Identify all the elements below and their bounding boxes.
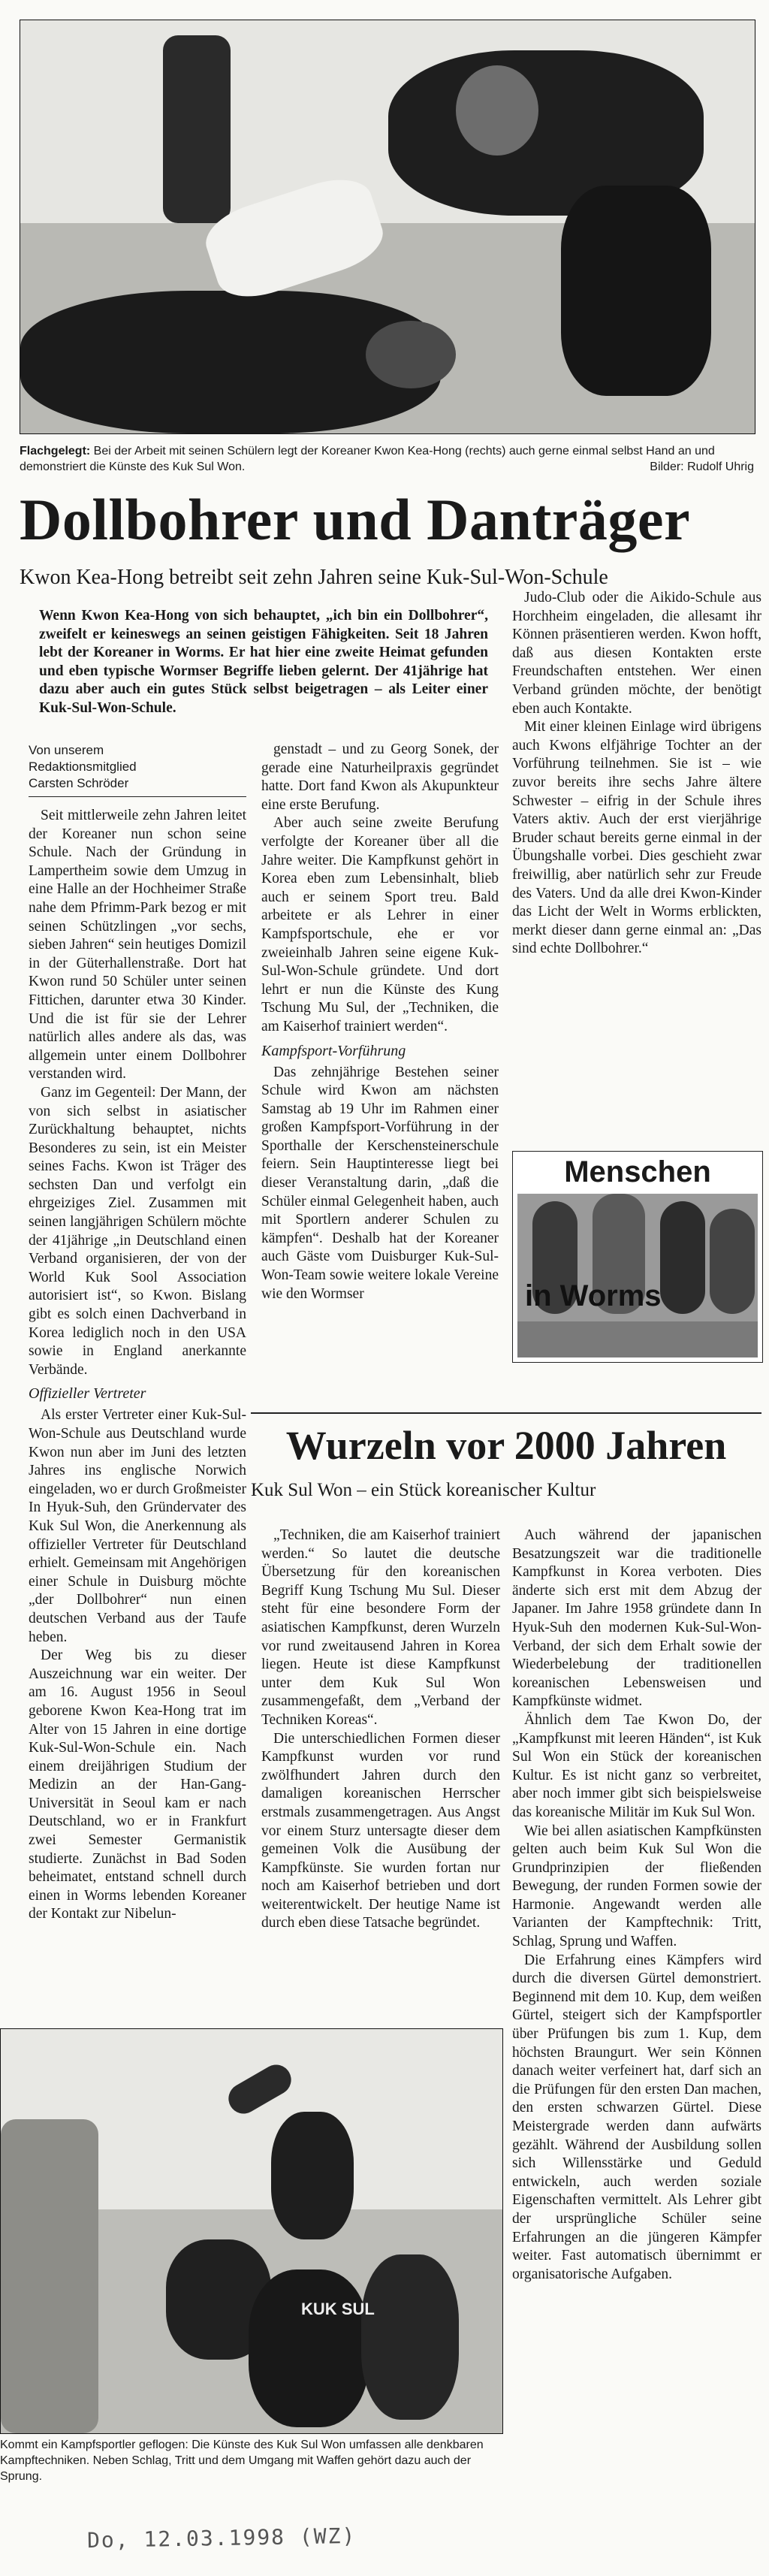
col3-paragraph-2: Mit einer kleinen Einlage wird übrigens auch Kwons elfjährige Tochter an der Vorführung teilnehmen. Sie ist – wie zuvor bereits ihre sechs Jahre ältere Schwester – eifrig in der Schule ihres Vaters aktiv. Auch der erst vierjährige Bruder schaut bereits gerne einmal in der Übungshalle vorbei. Dies geschieht zwar freiwillig, aber natürlich sehr zur Freude des Vaters. Und da alle drei Kwon-Kinder das Licht der Welt in Worms erblickten, merkt dieser dann gerne einmal an: „Das sind echte Dollbohrer.“ — [512, 719, 761, 957]
menschen-title: Menschen — [564, 1155, 711, 1188]
infobox-col-b-paragraph-4: Die Erfahrung eines Kämpfers wird durch die diversen Gürtel demonstriert. Beginnend mit dem 10. Kup, dem weißen Gürtel, steigert sich der Kampfsportler über Prüfungen bis zum 1. Kup, dem höchsten Braungurt. Wer sein Können danach weiter verfeinert hat, darf sich an die Prüfungen für den ersten Dan machen, den ersten schwarzen Gürtel. Diese Meistergrade werden dann aufwärts gezählt. Während der Ausbildung sollen sich Willensstärke und Geduld entwickeln, auch werden soziale Eigenschaften vermittelt. Als Lehrer gibt der ursprüngliche Schüler seine Erfahrungen an die jüngeren Kämpfer weiter. Fast automatisch übernimmt er organisatorische Aufgaben. — [512, 1952, 761, 2282]
infobox-col-b-paragraph-1: Auch während der japanischen Besatzungszeit war die traditionelle Kampfkunst in Korea verboten. Dies änderte sich erst mit dem Abzug der Japaner. Im Jahre 1958 gründete dann In Hyuk-Suh den modernen Kuk-Sul-Won-Verband, der sich dem Erhalt sowie der Wiederbelebung der traditionellen koreanischen Lebensweisen und Kampfkünste widmet. — [512, 1527, 761, 1710]
infobox-column-a — [261, 1527, 500, 1992]
col1-paragraph-4: Der Weg bis zu dieser Auszeichnung war ein weiter. Der am 16. August 1956 in Seoul geborene Kwon Kea-Hong trat im Alter von 15 Jahren in eine dortige Kuk-Sul-Won-Schule ein. Nach einem dreijährigen Studium der Medizin an der Han-Gang-Universität in Seoul kam er nach Deutschland, wo er in Frankfurt zwei Semester Germanistik studierte. Zunächst in Bad Soden beheimatet, entstand schnell durch einen in Worms lebenden Koreaner der Kontakt zur Nibelun- — [29, 1647, 246, 1922]
menschen-subtitle: in Worms — [525, 1279, 662, 1312]
col2-paragraph-3: Das zehnjährige Bestehen seiner Schule wird Kwon am nächsten Samstag ab 19 Uhr im Rahmen einer großen Kampfsport-Vorführung in der Sporthalle der Kerschensteinerschule feiern. Sein Hauptinteresse liegt bei dieser Veranstaltung darin, „daß die Schüler einmal Gelegenheit haben, auch mit Sportlern anderer Schulen zu kämpfen“. Deshalb hat der Koreaner auch Gäste vom Duisburger Kuk-Sul-Won-Team sowie weitere lokale Vereine wie den Wormser — [261, 1064, 499, 1302]
lead-paragraph: Wenn Kwon Kea-Hong von sich behauptet, „ich bin ein Dollbohrer“, zweifelt er keineswegs an seinen geistigen Fähigkeiten. Seit 18 Jahren lebt der Koreaner in Worms. Er hat hier eine zweite Heimat gefunden und eben typische Wormser Begriffe lieben gelernt. Der 41jährige hat dazu aber auch ein gutes Stück selbst beigetragen – als Leiter einer Kuk-Sul-Won-Schule. — [39, 608, 488, 716]
author-block — [29, 742, 246, 792]
author-line-2: Redaktionsmitglied — [29, 760, 137, 774]
col3-paragraph-1: Judo-Club oder die Aikido-Schule aus Horchheim eingeladen, die allesamt ihr Können präsentieren werden. Kwon hofft, daß aus diesen Kontakten erste Freundschaften entstehen. Wer einen Verband gründen möchte, der benötigt eben auch Kontakte. — [512, 590, 761, 717]
col2-crosshead: Kampfsport-Vorführung — [261, 1042, 406, 1059]
subhead: Kwon Kea-Hong betreibt seit zehn Jahren seine Kuk-Sul-Won-Schule — [20, 566, 608, 589]
uniform-lettering: KUK SUL — [301, 2300, 375, 2318]
article-column-1 — [29, 807, 246, 2039]
infobox-col-b-paragraph-3: Wie bei allen asiatischen Kampfkünsten gelten auch beim Kuk Sul Won die Grundprinzipien der fließenden Bewegung, der runden Formen sowie der Harmonie. Angewandt werden alle Varianten der Kampftechnik: Tritt, Schlag, Sprung und Waffen. — [512, 1823, 761, 1950]
infobox-column-b — [512, 1527, 761, 2500]
photo-bottom-caption: Kommt ein Kampfsportler geflogen: Die Künste des Kuk Sul Won umfassen alle denkbaren Kampftechniken. Neben Schlag, Tritt und dem Umgang mit Waffen gehört dazu auch der Sprung. — [0, 2439, 484, 2483]
photo-training-demonstration — [20, 20, 755, 434]
author-rule — [29, 796, 246, 797]
col2-paragraph-1: genstadt – und zu Georg Sonek, der gerade eine Naturheilpraxis gegründet hatte. Dort fand Kwon als Akupunkteur eine erste Berufung. — [261, 741, 499, 813]
menschen-in-worms-logo — [512, 1151, 763, 1363]
author-line-3: Carsten Schröder — [29, 776, 129, 790]
col1-paragraph-2: Ganz im Gegenteil: Der Mann, der von sich selbst in asiatischer Zurückhaltung behauptet, nichts Besonderes zu sein, ist ein Meister seines Fachs. Kwon ist Träger des sechsten Dan und verfolgt ein ehrgeiziges Ziel. Zusammen mit seinen langjährigen Schülern möchte der 41jährige „in Deutschland einen Verband organisieren, der von der World Kuk Sool Association autorisiert ist“, so Kwon. Bislang gibt es solch einen Dachverband in Korea lediglich noch in den USA sowie in England anerkannte Verbände. — [29, 1084, 246, 1378]
caption-lead: Flachgelegt: — [20, 445, 91, 458]
infobox-top-rule — [251, 1412, 761, 1414]
col1-paragraph-3: Als erster Vertreter einer Kuk-Sul-Won-Schule aus Deutschland wurde Kwon nun aber im Juni des letzten Jahres ins englische Norwich eingeladen, wo er durch Großmeister In Hyuk-Suh, den Gründervater des Kuk Sul Won, die Anerkennung als offizieller Vertreter für Deutschland erhielt. Gemeinsam mit Angehörigen einer Schule in Duisburg möchte „der Dollbohrer“ nun einen deutschen Verband aus der Taufe heben. — [29, 1407, 246, 1645]
infobox-col-a-paragraph-2: Die unterschiedlichen Formen dieser Kampfkunst wurden vor rund zwölfhundert Jahren durch den damaligen koreanischen Herrscher erstmals zusammengetragen. Aus Angst vor einem Sturz untersagte dieser dem gemeinen Volk die Ausübung der Kampfkünste. Sie wurden fortan nur noch am Kaiserhof betrieben und dort weiterentwickelt. Der heutige Name ist durch eben diese Tatsache begründet. — [261, 1730, 500, 1931]
author-line-1: Von unserem — [29, 743, 104, 757]
photo-credit: Bilder: Rudolf Uhrig — [650, 461, 754, 473]
caption-text: Bei der Arbeit mit seinen Schülern legt der Koreaner Kwon Kea-Hong (rechts) auch gerne einmal selbst Hand an und demonstriert die Künste des Kuk Sul Won. — [20, 445, 715, 473]
handwritten-date-note: Do, 12.03.1998 (WZ) — [86, 2523, 357, 2553]
col1-paragraph-1: Seit mittlerweile zehn Jahren leitet der Koreaner nun schon seine Schule. Nach der Gründung in Lampertheim sowie dem Umzug in eine Halle an der Hochheimer Straße nahe dem Pfrimm-Park bezog er mit seinen Schützlingen „vor sechs, sieben Jahren“ sein heutiges Domizil in der Güterhallenstraße. Dort hat Kwon rund 50 Schüler unter seinen Fittichen, darunter etwa 30 Kinder. Und die ist für sie der Lehrer natürlich alles andere als das, was allgemein unter einem Dollbohrer verstanden wird. — [29, 808, 246, 1083]
infobox-col-b-paragraph-2: Ähnlich dem Tae Kwon Do, der „Kampfkunst mit leeren Händen“, ist Kuk Sul Won ein Stück der koreanischen Kultur. Es ist nicht ganz so verbreitet, aber noch immer gibt sich beispielsweise das koreanische Militär im Kuk Sul Won. — [512, 1711, 761, 1820]
infobox-title: Wurzeln vor 2000 Jahren — [285, 1423, 727, 1468]
menschen-people-picture — [517, 1194, 758, 1357]
article-column-2 — [261, 741, 499, 1409]
col1-crosshead: Offizieller Vertreter — [29, 1385, 146, 1403]
photo-top-caption — [20, 443, 754, 475]
photo-flying-kick — [0, 2028, 503, 2434]
col2-paragraph-2: Aber auch seine zweite Berufung verfolgte der Koreaner über all die Jahre weiter. Die Kampfkunst gehört in Korea eben zum Lebensinhalt, blieb auch er seinem Sport treu. Bald arbeitete er als Lehrer in einer Kampfsportschule, ehe er vor zweieinhalb Jahren seine eigene Kuk-Sul-Won-Schule gründete. Und dort lehrt er nun die Künste des Kung Tschung Mu Sul, der „Techniken, die am Kaiserhof trainiert werden“. — [261, 815, 499, 1034]
headline: Dollbohrer und Danträger — [20, 487, 691, 552]
infobox-col-a-paragraph-1: „Techniken, die am Kaiserhof trainiert werden.“ So lautet die deutsche Übersetzung für den koreanischen Begriff Kung Tschung Mu Sul. Dieser steht für eine besondere Form der asiatischen Kampfkunst, deren Wurzeln vor rund zweitausend Jahren in Korea liegen. Heute ist diese Kampfkunst unter dem Kuk Sul Won zusammengefaßt, dem „Verband der Techniken Koreas“. — [261, 1527, 500, 1728]
infobox-subtitle: Kuk Sul Won – ein Stück koreanischer Kultur — [251, 1480, 596, 1500]
